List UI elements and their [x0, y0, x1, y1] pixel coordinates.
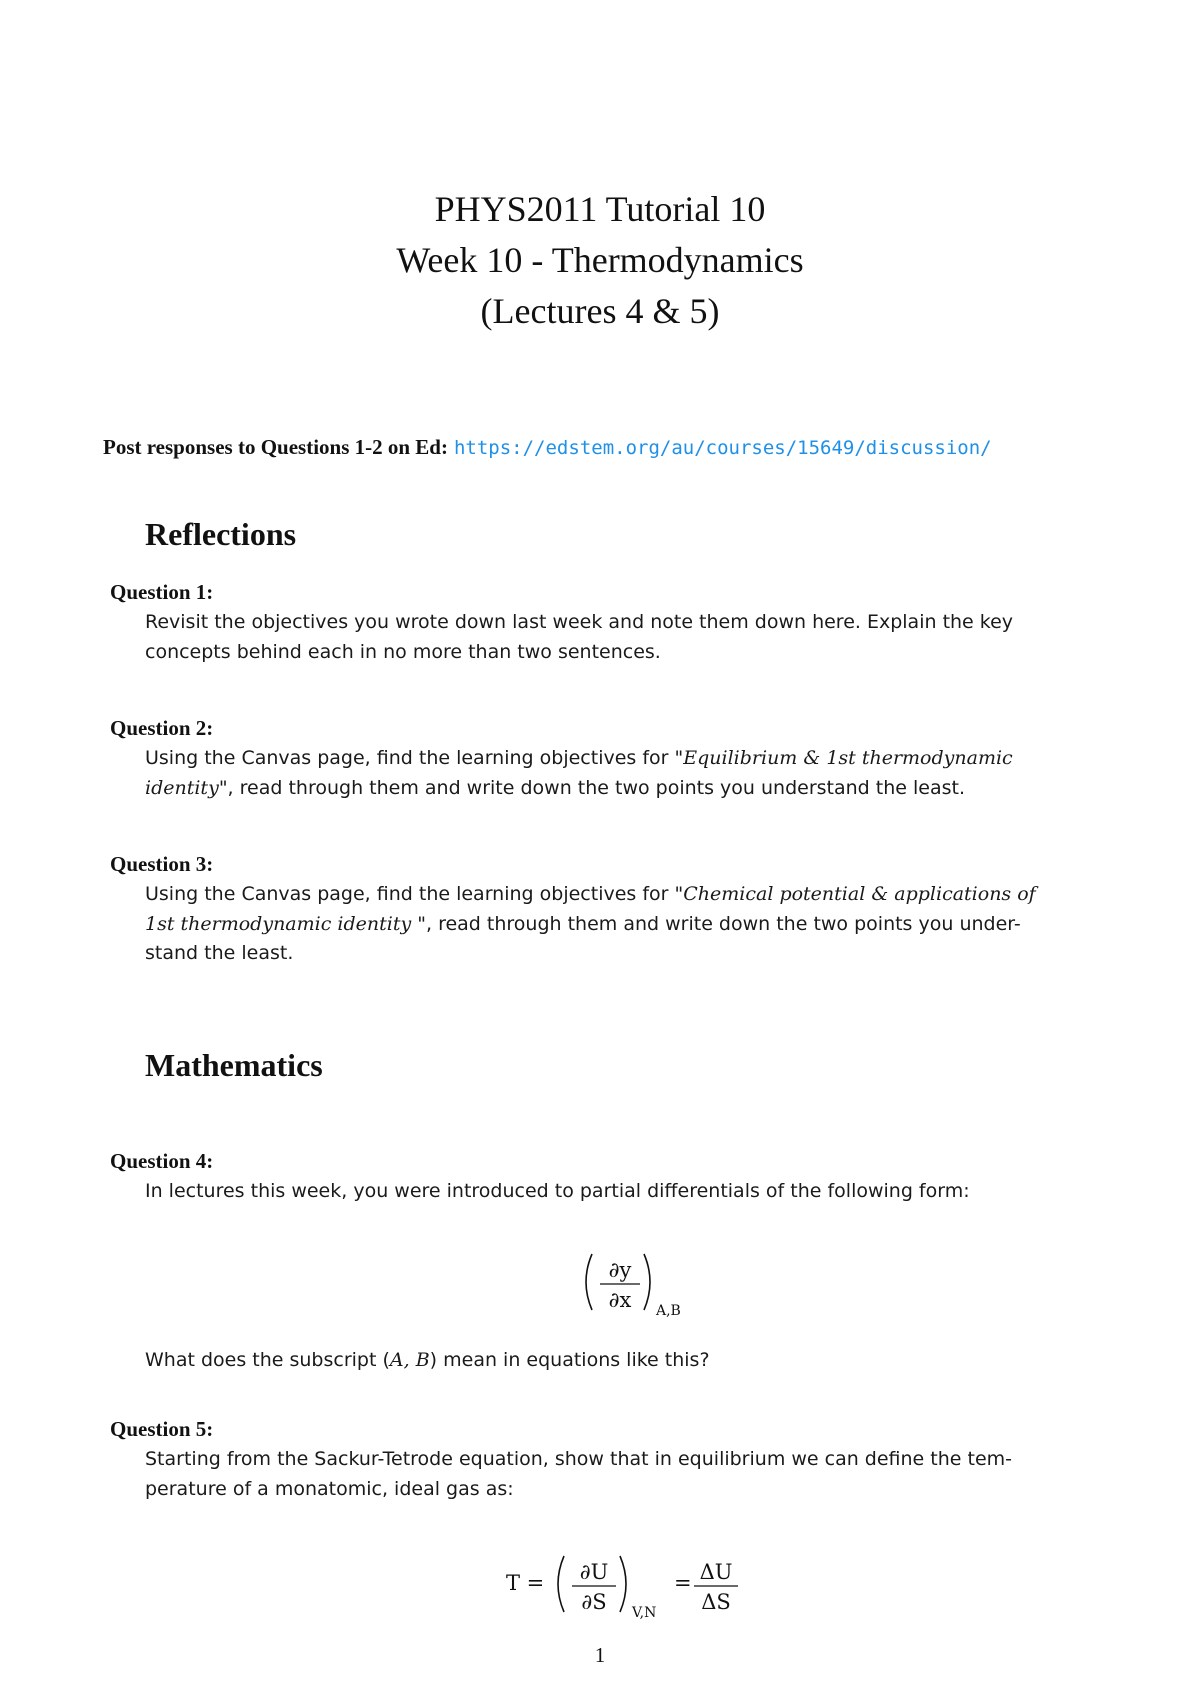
question-1-label: Question 1: — [110, 580, 214, 604]
q3-topic-italic: Chemical potential & applications of — [683, 883, 1036, 905]
section-heading-mathematics: Mathematics — [145, 1047, 323, 1083]
eq-denominator-delta: ΔS — [701, 1590, 731, 1614]
eq-numerator-delta: ΔU — [699, 1560, 733, 1584]
eq-subscript: V,N — [632, 1605, 657, 1621]
q3-text: ", read through them and write down the two points you under- — [411, 912, 1021, 935]
question-2-line — [145, 774, 1110, 804]
eq-denominator: ∂x — [608, 1288, 632, 1312]
question-3-line: stand the least. — [145, 942, 294, 964]
eq-numerator: ∂U — [579, 1560, 609, 1584]
question-4-body — [145, 1177, 1110, 1207]
question-5-body — [145, 1445, 1110, 1504]
question-2-label: Question 2: — [110, 716, 214, 740]
q3-text: Using the Canvas page, find the learning objectives for " — [145, 883, 684, 905]
question-5-label: Question 5: — [110, 1417, 214, 1441]
question-3-body — [145, 880, 1110, 969]
question-3-line — [145, 880, 1110, 910]
q4-text: ) mean in equations like this? — [429, 1349, 710, 1371]
question-4-followup — [145, 1346, 1110, 1376]
post-instructions — [103, 435, 992, 460]
title-line-lectures: (Lectures 4 & 5) — [480, 291, 720, 331]
question-3-label: Question 3: — [110, 852, 214, 876]
question-1-line: Revisit the objectives you wrote down last week and note them down here. Explain the key — [145, 611, 1014, 633]
page-number: 1 — [594, 1643, 606, 1667]
eq-numerator: ∂y — [608, 1258, 632, 1282]
question-2-line — [145, 744, 1110, 774]
question-2-body — [145, 744, 1110, 803]
section-heading-reflections: Reflections — [145, 516, 297, 552]
q3-topic-italic: 1st thermodynamic identity — [145, 912, 412, 935]
eq-denominator: ∂S — [581, 1590, 607, 1614]
title-line-week: Week 10 - Thermodynamics — [396, 240, 804, 280]
question-5-line: perature of a monatomic, ideal gas as: — [145, 1477, 514, 1500]
q2-topic-italic: identity — [145, 776, 219, 799]
eq-lhs: T = — [506, 1571, 545, 1595]
title-line-course: PHYS2011 Tutorial 10 — [434, 189, 766, 229]
temperature-equation — [506, 1550, 766, 1630]
q2-text: ", read through them and write down the two points you understand the least. — [218, 776, 965, 799]
q4-subscript-math: A, B — [389, 1349, 430, 1371]
eq-equals: = — [674, 1571, 692, 1595]
question-1-body — [145, 608, 1110, 667]
q2-topic-italic: Equilibrium & 1st thermodynamic — [683, 747, 1013, 769]
question-4-line: In lectures this week, you were introduced to partial differentials of the following form: — [145, 1180, 970, 1202]
eq-subscript: A,B — [656, 1303, 681, 1319]
question-4-label: Question 4: — [110, 1149, 214, 1173]
partial-derivative-equation — [578, 1250, 698, 1330]
document-title — [0, 184, 1200, 337]
question-3-line — [145, 910, 1110, 940]
q2-text: Using the Canvas page, find the learning objectives for " — [145, 747, 684, 769]
q4-text: What does the subscript ( — [145, 1349, 390, 1371]
question-4-line — [145, 1346, 1110, 1376]
question-1-line: concepts behind each in no more than two sentences. — [145, 640, 661, 663]
ed-discussion-link[interactable]: https://edstem.org/au/courses/15649/discussion/ — [453, 437, 992, 459]
post-label: Post responses to Questions 1-2 on Ed: — [103, 435, 448, 459]
question-5-line: Starting from the Sackur-Tetrode equation, show that in equilibrium we can define the tem- — [145, 1448, 1013, 1470]
